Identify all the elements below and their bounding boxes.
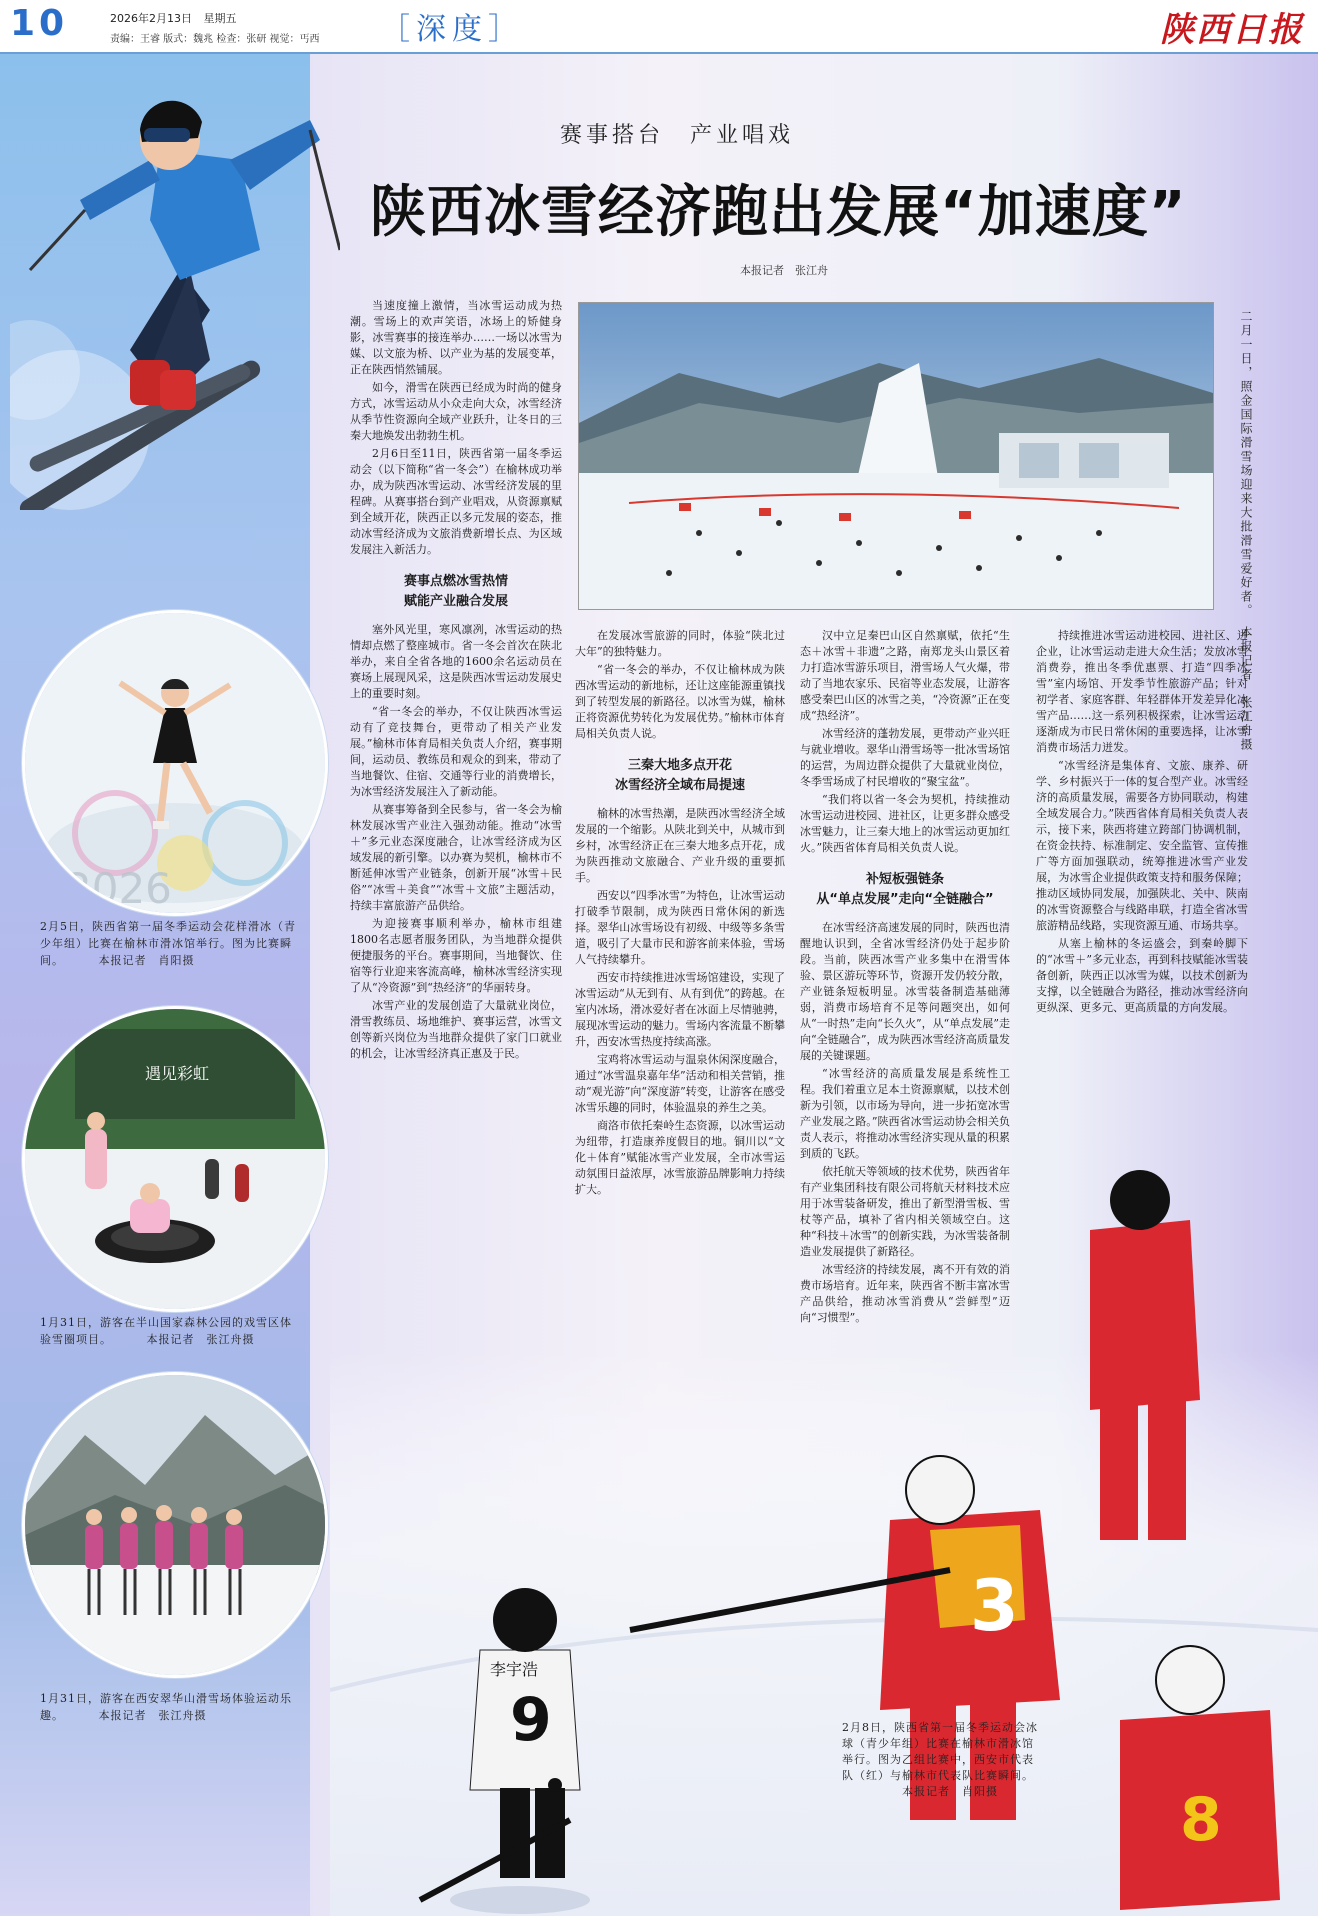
body-paragraph: 在发展冰雪旅游的同时，体验“陕北过大年”的独特魅力。: [575, 629, 785, 658]
snow-park-photo: [22, 1006, 328, 1312]
rink-logo-text: 2026: [65, 864, 172, 913]
article-column-2: [575, 628, 785, 1200]
skater-caption: [40, 918, 300, 969]
jersey-number: 3: [970, 1565, 1019, 1647]
body-paragraph: 当速度撞上激情，当冰雪运动成为热潮。雪场上的欢声笑语，冰场上的矫健身影，冰雪赛事的接连举办……一场以冰雪为媒、以文旅为桥、以产业为基的发展变革，正在陕西悄然铺展。: [350, 299, 562, 376]
section-subhead: 补短板强链条 从“单点发展”走向“全链融合”: [816, 872, 994, 907]
jersey-number: 8: [1180, 1785, 1222, 1855]
body-paragraph: 冰雪产业的发展创造了大量就业岗位，滑雪教练员、场地维护、赛事运营，冰雪文创等新兴岗位为当地群众提供了家门口就业的机会，让冰雪经济真正惠及于民。: [350, 999, 562, 1060]
jersey-name: 李宇浩: [490, 1660, 539, 1679]
mountain-caption: [40, 1690, 300, 1724]
body-paragraph: “省一冬会的举办，不仅让榆林成为陕西冰雪运动的新地标，还让这座能源重镇找到了转型发展的新路径。以冰雪为媒，榆林正将资源优势转化为发展优势。”榆林市体育局相关负责人说。: [575, 663, 785, 740]
mountain-caption-text: 1月31日，游客在西安翠华山滑雪场体验运动乐趣。: [40, 1692, 292, 1722]
park-caption-credit: 本报记者 张江舟摄: [146, 1333, 255, 1346]
ski-resort-photo: [578, 302, 1214, 610]
issue-date-line: [110, 10, 245, 26]
body-paragraph: 冰雪经济的蓬勃发展，更带动产业兴旺与就业增收。翠华山滑雪场等一批冰雪场馆的运营，为周边群众提供了大量就业岗位，冬季雪场成了村民增收的“聚宝盆”。: [800, 727, 1010, 788]
article-byline: 本报记者 张江舟: [740, 264, 828, 277]
skater-caption-credit: 本报记者 肖阳摄: [98, 954, 195, 967]
body-paragraph: 冰雪经济的持续发展，离不开有效的消费市场培育。近年来，陕西省不断丰富冰雪产品供给，推动冰雪消费从“尝鲜型”迈向“习惯型”。: [800, 1263, 1010, 1324]
figure-skater-photo: [22, 610, 328, 916]
body-paragraph: 在冰雪经济高速发展的同时，陕西也清醒地认识到，全省冰雪经济仍处于起步阶段。当前，陕西冰雪产业多集中在滑雪体验、景区游玩等环节，资源开发仍较分散，产业链条短板明显。冰雪装备制造基础薄弱，消费市场培育不足等问题突出，如何从“一时热”走向“长久火”，从“单点发展”走向“全链融合”，成为陕西冰雪经济高质量发展的关键课题。: [800, 921, 1010, 1062]
mountain-caption-credit: 本报记者 张江舟摄: [98, 1709, 207, 1722]
body-paragraph: 依托航天等领域的技术优势，陕西省年有产业集团科技有限公司将航天材料技术应用于冰雪装备研发，推出了新型滑雪板、雪杖等产品，填补了省内相关领域空白。这种“科技＋冰雪”的创新实践，为冰雪装备制造业发展提供了新路径。: [800, 1165, 1010, 1258]
article-kicker: 赛事搭台 产业唱戏: [560, 123, 795, 148]
ice-hockey-photo: [330, 1130, 1318, 1916]
hockey-caption-credit: 本报记者 肖阳摄: [902, 1785, 998, 1798]
article-column-4: [1036, 628, 1248, 1018]
section-subhead: 三秦大地多点开花 冰雪经济全域布局提速: [614, 758, 745, 793]
hockey-caption-text: 2月8日，陕西省第一届冬季运动会冰球（青少年组）比赛在榆林市滑冰馆举行。图为乙组比赛中，西安市代表队（红）与榆林市代表队比赛瞬间。: [842, 1721, 1038, 1782]
article-column-1: [350, 298, 562, 1064]
body-paragraph: 榆林的冰雪热潮，是陕西冰雪经济全域发展的一个缩影。从陕北到关中，从城市到乡村，冰雪经济正在三秦大地多点开花，成为陕西推动文旅融合、产业升级的重要抓手。: [575, 807, 785, 884]
article-headline: 陕西冰雪经济跑出发展“加速度”: [370, 180, 1187, 245]
body-paragraph: 从赛事筹备到全民参与，省一冬会为榆林发展冰雪产业注入强劲动能。推动“冰雪＋”多元业态深度融合，让冰雪经济成为区域发展的新引擎。以办赛为契机，榆林市不断延伸冰雪产业链条，创新开展“冰雪＋民俗”“冰雪＋美食”“冰雪＋文旅”主题活动，持续丰富旅游产品供给。: [350, 803, 562, 912]
page-number: 10: [10, 3, 69, 44]
body-paragraph: 从塞上榆林的冬运盛会，到秦岭脚下的“冰雪＋”多元业态，再到科技赋能冰雪装备创新，陕西正以冰雪为媒，以技术创新为支撑，以全链融合为路径，推动冰雪经济向更纵深、更多元、更高质量的方向发展。: [1036, 937, 1248, 1014]
staff-credits: 责编：王睿 版式：魏兆 检查：张研 视觉：丐西: [110, 34, 320, 45]
body-paragraph: 宝鸡将冰雪运动与温泉休闲深度融合，通过“冰雪温泉嘉年华”活动和相关营销，推动“观光游”向“深度游”转变，让游客在感受冰雪乐趣的同时，体验温泉的养生之美。: [575, 1053, 785, 1114]
section-tag: ［深度］: [380, 12, 524, 47]
jersey-number: 9: [510, 1685, 552, 1755]
body-paragraph: 持续推进冰雪运动进校园、进社区、进企业，让冰雪运动走进大众生活；发放冰雪消费券，推出冬季优惠票、打造“四季冰雪”室内场馆、开发季节性旅游产品；针对初学者、家庭客群、年轻群体开发差异化冰雪产品……这一系列积极探索，让冰雪运动逐渐成为市民日常休闲的重要选择，让冰雪消费市场活力迸发。: [1036, 629, 1248, 754]
skater-caption-text: 2月5日，陕西省第一届冬季运动会花样滑冰（青少年组）比赛在榆林市滑冰馆举行。图为比赛瞬间。: [40, 920, 296, 967]
body-paragraph: 如今，滑雪在陕西已经成为时尚的健身方式，冰雪运动从小众走向大众，冰雪经济从季节性资源向全域产业跃升，让冬日的三秦大地焕发出勃勃生机。: [350, 381, 562, 442]
park-caption-text: 1月31日，游客在半山国家森林公园的戏雪区体验雪圈项目。: [40, 1316, 292, 1346]
park-caption: [40, 1314, 300, 1348]
page-header: [0, 0, 1318, 54]
body-paragraph: “冰雪经济是集体育、文旅、康养、研学、乡村振兴于一体的复合型产业。冰雪经济的高质量发展，需要各方协同联动，构建全域发展合力。”陕西省体育局相关负责人表示，接下来，陕西将建立跨部门协调机制，在资金扶持、标准制定、安全监管、宣传推广等方面加强联动，统筹推进冰雪产业发展，为冰雪企业提供政策支持和服务保障；推动区域协同发展，加强陕北、关中、陕南的冰雪资源整合与线路串联，打造全省冰雪旅游精品线路，实现资源互通、市场共享。: [1036, 759, 1248, 932]
issue-date: 2026年2月13日: [110, 12, 192, 25]
newspaper-logo: 陕西日报: [1160, 10, 1304, 50]
body-paragraph: 西安市持续推进冰雪场馆建设，实现了冰雪运动“从无到有、从有到优”的跨越。在室内冰场，滑冰爱好者在冰面上尽情驰骋，展现冰雪运动的魅力。雪场内客流量不断攀升，西安冰雪热度持续高涨。: [575, 971, 785, 1048]
body-paragraph: “我们将以省一冬会为契机，持续推动冰雪运动进校园、进社区，让更多群众感受冰雪魅力，让三秦大地上的冰雪运动更加红火。”陕西省体育局相关负责人说。: [800, 793, 1010, 854]
body-paragraph: 西安以“四季冰雪”为特色，让冰雪运动打破季节限制，成为陕西日常休闲的新选择。翠华山冰雪场设有初级、中级等多条雪道，吸引了大量市民和游客前来体验，雪场人气持续攀升。: [575, 889, 785, 966]
main-photo-caption: 二月一日，照金国际滑雪场迎来大批滑雪爱好者。 本报记者 张江舟摄: [1239, 310, 1253, 752]
hockey-caption: [842, 1720, 1042, 1800]
body-paragraph: 为迎接赛事顺利举办，榆林市组建1800名志愿者服务团队，为当地群众提供便捷服务的平台。赛事期间，当地餐饮、住宿等行业迎来客流高峰，榆林冰雪经济实现了从“冷资源”到“热经济”的华丽转身。: [350, 917, 562, 994]
body-paragraph: “省一冬会的举办，不仅让陕西冰雪运动有了竞技舞台，更带动了相关产业发展。”榆林市体育局相关负责人介绍，赛事期间，运动员、教练员和观众的到来，带动了当地餐饮、住宿、交通等行业的消费增长，为冰雪经济发展注入了新动能。: [350, 705, 562, 798]
body-paragraph: 塞外风光里，寒风凛冽，冰雪运动的热情却点燃了整座城市。省一冬会首次在陕北举办，来自全省各地的1600余名运动员在赛场上展现风采，这是陕西冰雪运动发展史上的重要时刻。: [350, 623, 562, 700]
body-paragraph: 商洛市依托秦岭生态资源，以冰雪运动为纽带，打造康养度假目的地。铜川以“文化＋体育”赋能冰雪产业发展，全市冰雪运动氛围日益浓厚，冰雪旅游品牌影响力持续扩大。: [575, 1119, 785, 1196]
body-paragraph: “冰雪经济的高质量发展是系统性工程。我们着重立足本土资源禀赋，以技术创新为引领，以市场为导向，进一步拓宽冰雪产业发展之路。”陕西省冰雪运动协会相关负责人表示，将推动冰雪经济实现从量的积累到质的飞跃。: [800, 1067, 1010, 1160]
issue-weekday: 星期五: [203, 12, 237, 25]
body-paragraph: 2月6日至11日，陕西省第一届冬季运动会（以下简称“省一冬会”）在榆林成功举办，成为陕西冰雪运动、冰雪经济发展的里程碑。从赛事搭台到产业唱戏，从资源禀赋到全域开花，陕西正以多元发展的姿态，推动冰雪经济成为文旅消费新增长点、为区域发展注入新活力。: [350, 447, 562, 556]
body-paragraph: 汉中立足秦巴山区自然禀赋，依托“生态＋冰雪＋非遗”之路，南郑龙头山景区着力打造冰雪游乐项目，滑雪场人气火爆，带动了当地农家乐、民宿等业态发展，让游客感受秦巴山区的冰雪之美，“冷资源”正在变成“热经济”。: [800, 629, 1010, 722]
park-sign-text: 遇见彩虹: [145, 1064, 210, 1083]
mountain-ski-photo: [22, 1372, 328, 1678]
section-subhead: 赛事点燃冰雪热情 赋能产业融合发展: [403, 574, 508, 609]
skier-illustration: [10, 70, 340, 510]
